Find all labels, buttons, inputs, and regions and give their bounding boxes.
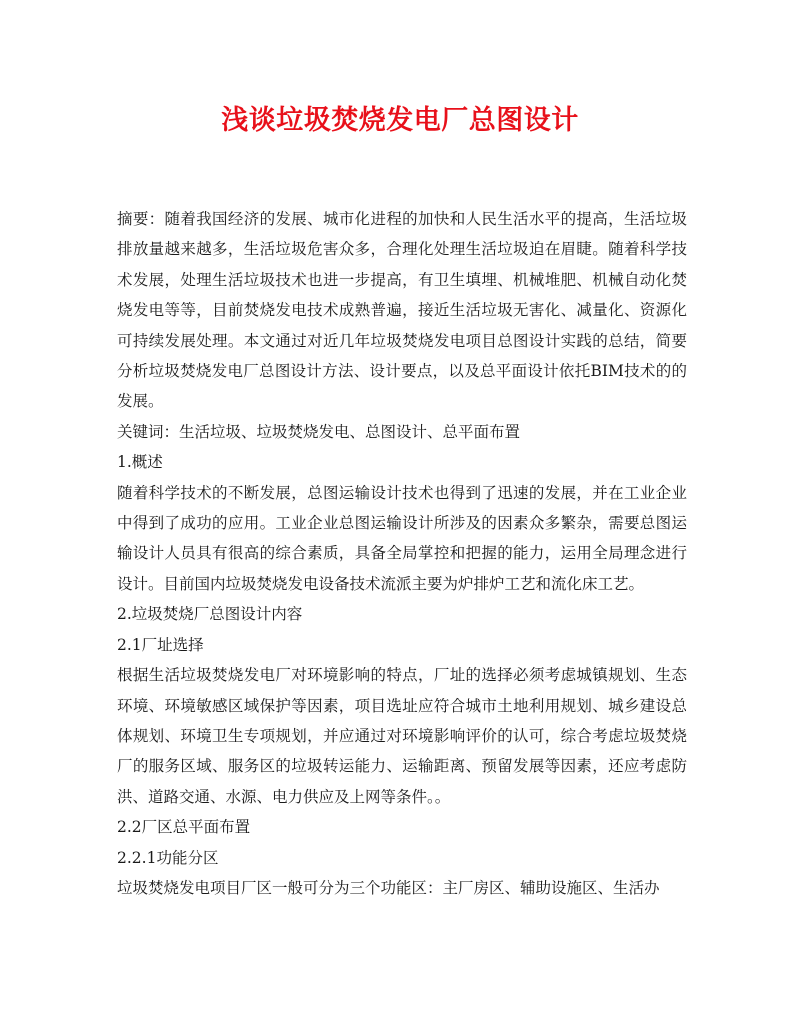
document-body bbox=[117, 204, 687, 903]
subsection-heading-zoning: 2.2.1功能分区 bbox=[117, 848, 219, 867]
document-title: 浅谈垃圾焚烧发电厂总图设计 bbox=[221, 105, 579, 136]
subsection-heading-site-selection: 2.1厂址选择 bbox=[117, 635, 204, 654]
subsection-heading-layout: 2.2厂区总平面布置 bbox=[117, 818, 251, 837]
section-heading-design-content: 2.垃圾焚烧厂总图设计内容 bbox=[117, 605, 303, 624]
site-selection-paragraph: 根据生活垃圾焚烧发电厂对环境影响的特点，厂址的选择必须考虑城镇规划、生态环境、环境敏感区域保护等因素，项目选址应符合城市土地利用规划、城乡建设总体规划、环境卫生专项规划，并应通过对环境影响评价的认可，综合考虑垃圾焚烧厂的服务区域、服务区的垃圾转运能力、运输距离、预留发展等因素，还应考虑防洪、道路交通、水源、电力供应及上网等条件。。 bbox=[117, 666, 687, 806]
abstract-paragraph: 摘要：随着我国经济的发展、城市化进程的加快和人民生活水平的提高，生活垃圾排放量越来越多，生活垃圾危害众多，合理化处理生活垃圾迫在眉睫。随着科学技术发展，处理生活垃圾技术也进一步提高，有卫生填埋、机械堆肥、机械自动化焚烧发电等等，目前焚烧发电技术成熟普遍，接近生活垃圾无害化、减量化、资源化可持续发展处理。本文通过对近几年垃圾焚烧发电项目总图设计实践的总结，简要分析垃圾焚烧发电厂总图设计方法、设计要点，以及总平面设计依托BIM技术的的发展。 bbox=[117, 210, 687, 411]
section-heading-overview: 1.概述 bbox=[117, 453, 163, 472]
keywords-paragraph: 关键词：生活垃圾、垃圾焚烧发电、总图设计、总平面布置 bbox=[117, 422, 521, 441]
overview-paragraph: 随着科学技术的不断发展，总图运输设计技术也得到了迅速的发展，并在工业企业中得到了成功的应用。工业企业总图运输设计所涉及的因素众多繁杂，需要总图运输设计人员具有很高的综合素质，具备全局掌控和把握的能力，运用全局理念进行设计。目前国内垃圾焚烧发电设备技术流派主要为炉排炉工艺和流化床工艺。 bbox=[117, 483, 687, 593]
zoning-paragraph: 垃圾焚烧发电项目厂区一般可分为三个功能区：主厂房区、辅助设施区、生活办 bbox=[117, 878, 660, 897]
